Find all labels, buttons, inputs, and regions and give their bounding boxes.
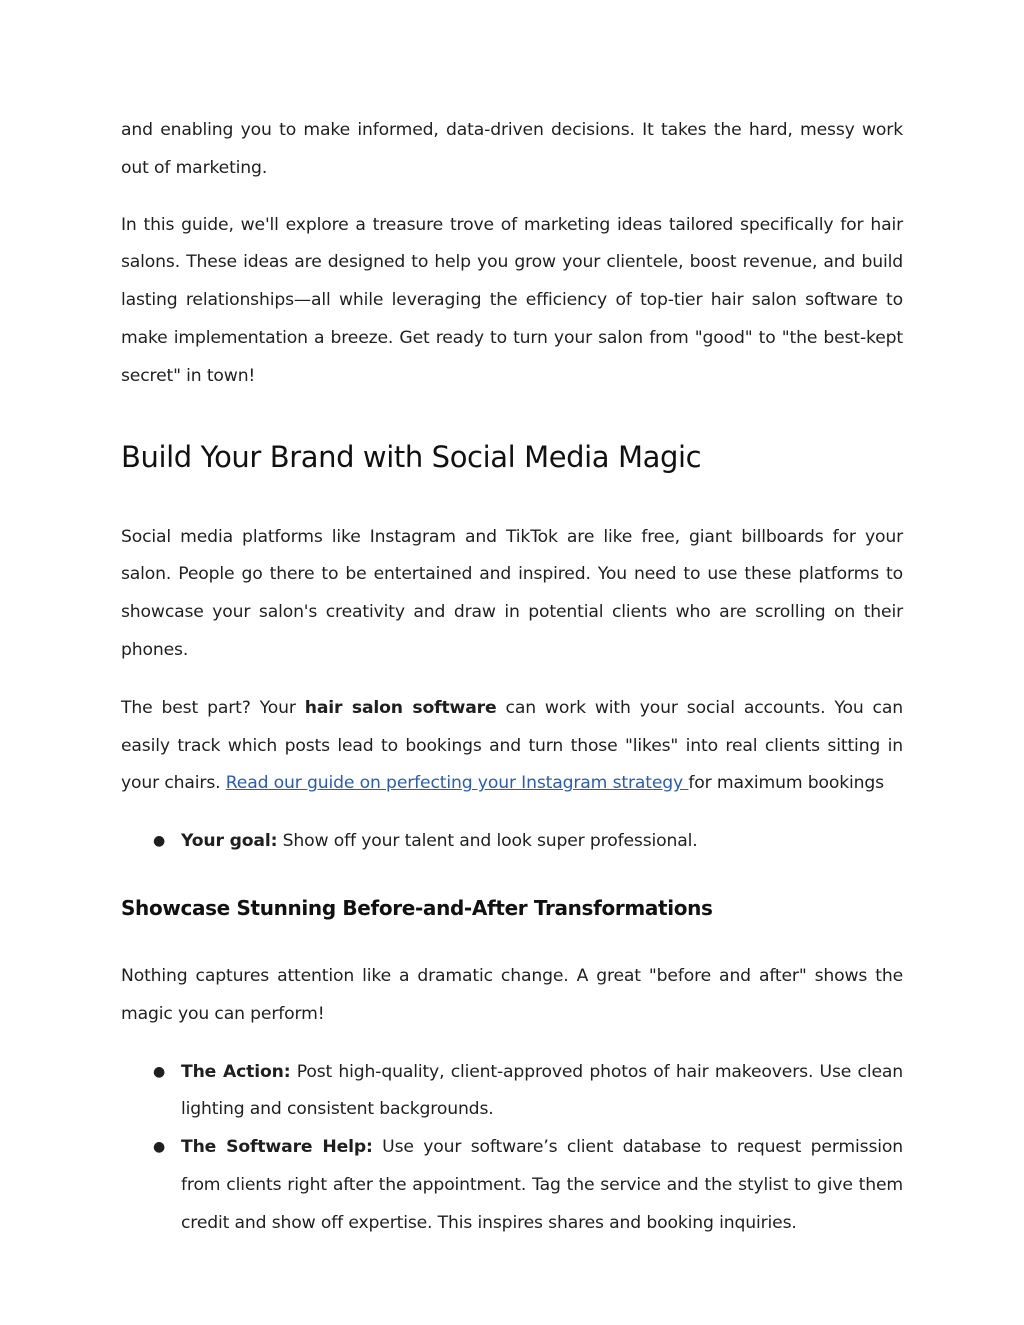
action-label: The Action: [181,1061,291,1082]
list-item [121,823,903,861]
before-after-paragraph: Nothing captures attention like a dramatic change. A great "before and after" shows the magic you can perform! [121,965,903,1024]
link-trailing-text: for maximum bookings [688,773,884,794]
bullet-icon: ● [153,833,166,850]
bullet-icon: ● [153,1063,166,1080]
action-text: Post high-quality, client-approved photos of hair makeovers. Use clean lighting and consistent backgrounds. [181,1061,903,1120]
guide-intro-paragraph: In this guide, we'll explore a treasure trove of marketing ideas tailored specifically for hair salons. These ideas are designed to help you grow your clientele, boost revenue, and build lasting relationships—all while leveraging the efficiency of top-tier hair salon software to make implementation a breeze. Get ready to turn your salon from "good" to "the best-kept secret" in town! [121,214,903,386]
software-help-label: The Software Help: [181,1137,373,1158]
software-social-text-end: can work with your social accounts. You can easily track which posts lead to bookings and turn those "likes" into real clients sitting in your chairs. [121,697,903,794]
intro-continuation-paragraph: and enabling you to make informed, data-driven decisions. It takes the hard, messy work out of marketing. [121,120,903,178]
goal-text: Show off your talent and look super professional. [277,831,698,852]
section-heading-social-media: Build Your Brand with Social Media Magic [121,439,702,474]
goal-label: Your goal: [181,831,278,852]
software-social-text-start: The best part? Your [121,697,305,718]
social-media-paragraph: Social media platforms like Instagram and TikTok are like free, giant billboards for your salon. People go there to be entertained and inspired. You need to use these platforms to showcase your salon's creativity and draw in potential clients who are scrolling on their phones. [121,526,903,660]
bullet-icon: ● [153,1139,166,1156]
document-page [121,112,903,1243]
hair-salon-software-bold: hair salon software [304,697,497,718]
before-after-list [121,1054,903,1243]
subsection-heading-before-after: Showcase Stunning Before-and-After Transformations [121,895,713,920]
software-help-text: Use your software’s client database to request permission from clients right after the appointment. Tag the service and the stylist to give them credit and show off expertise. This inspires shares and booking inquiries. [181,1137,903,1233]
list-item [121,1054,903,1130]
goal-list [121,823,903,861]
list-item [121,1129,903,1242]
software-social-paragraph [121,690,903,803]
instagram-guide-link[interactable]: Read our guide on perfecting your Instagram strategy [225,773,689,794]
